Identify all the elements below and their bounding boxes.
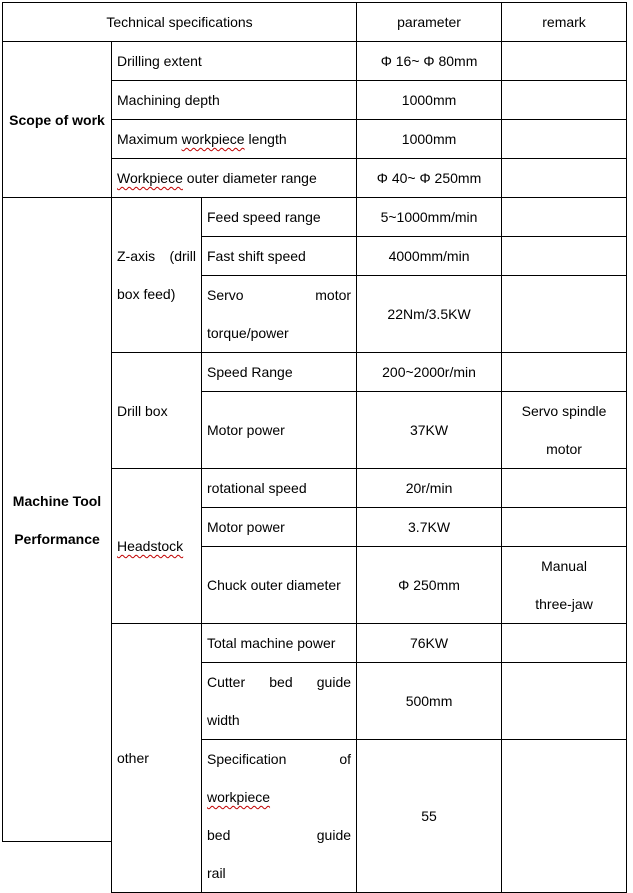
remark-line: Servo spindle	[521, 403, 607, 419]
spec-label: Chuck outer diameter	[202, 547, 357, 624]
subgroup-other: other	[112, 624, 202, 893]
label-part: outer diameter range	[182, 170, 317, 186]
spellcheck-word: workpiece	[181, 131, 245, 147]
spec-label: Machining depth	[112, 81, 357, 120]
spec-remark	[502, 159, 627, 198]
spec-value: 200~2000r/min	[357, 353, 502, 392]
group-machine-tool-performance	[3, 198, 112, 842]
subgroup-zaxis	[112, 198, 202, 353]
spellcheck-word: Headstock	[117, 538, 184, 554]
spellcheck-word: Workpiece	[117, 170, 183, 186]
spec-label: Fast shift speed	[202, 237, 357, 276]
table-row	[3, 42, 627, 81]
remark-line: Manual	[541, 558, 587, 574]
spec-remark	[502, 353, 627, 392]
spec-label	[202, 663, 357, 740]
label-line: Specification of	[207, 751, 352, 767]
header-row	[3, 3, 627, 42]
spec-value: 22Nm/3.5KW	[357, 276, 502, 353]
spec-value: 76KW	[357, 624, 502, 663]
label-part: bed guide	[207, 827, 352, 843]
spec-label: Feed speed range	[202, 198, 357, 237]
spec-value: Φ 40~ Φ 250mm	[357, 159, 502, 198]
spec-value: 55	[357, 740, 502, 893]
table-row	[3, 198, 627, 237]
spec-label: Speed Range	[202, 353, 357, 392]
label-part: length	[244, 131, 287, 147]
spec-label	[112, 120, 357, 159]
label-line: width	[207, 712, 240, 728]
header-spec: Technical specifications	[3, 3, 357, 42]
subgroup-drill-box: Drill box	[112, 353, 202, 469]
label-line: Servo motor	[207, 287, 352, 303]
technical-spec-table	[2, 2, 627, 893]
header-remark: remark	[502, 3, 627, 42]
spec-remark	[502, 508, 627, 547]
spec-label	[112, 159, 357, 198]
spec-value: 3.7KW	[357, 508, 502, 547]
spec-remark	[502, 624, 627, 663]
spec-remark	[502, 469, 627, 508]
spellcheck-word: workpiece	[207, 789, 271, 805]
spec-remark	[502, 237, 627, 276]
label-line: Cutter bed guide	[207, 674, 352, 690]
spec-label: Motor power	[202, 508, 357, 547]
spec-value: 1000mm	[357, 120, 502, 159]
spec-label: rotational speed	[202, 469, 357, 508]
remark-line: three-jaw	[535, 596, 593, 612]
spec-label: Motor power	[202, 392, 357, 469]
label-line: torque/power	[207, 325, 289, 341]
spec-value: 4000mm/min	[357, 237, 502, 276]
spec-remark	[502, 81, 627, 120]
remark-line: motor	[546, 441, 582, 457]
spec-value: Φ 16~ Φ 80mm	[357, 42, 502, 81]
spec-remark	[502, 276, 627, 353]
spec-table-container	[2, 2, 627, 893]
spec-remark	[502, 42, 627, 81]
spec-value: Φ 250mm	[357, 547, 502, 624]
header-parameter: parameter	[357, 3, 502, 42]
subgroup-label-line: box feed)	[117, 286, 176, 302]
label-part: Maximum	[117, 131, 182, 147]
spec-remark	[502, 547, 627, 624]
label-line	[207, 778, 351, 854]
spec-value: 20r/min	[357, 469, 502, 508]
spec-value: 37KW	[357, 392, 502, 469]
group-label-line: Performance	[14, 530, 100, 547]
spec-label: Total machine power	[202, 624, 357, 663]
spec-label	[202, 276, 357, 353]
spec-value: 500mm	[357, 663, 502, 740]
group-label-line: Machine Tool	[12, 492, 102, 509]
group-scope-of-work: Scope of work	[3, 42, 112, 198]
spec-label	[202, 740, 357, 893]
spec-remark	[502, 198, 627, 237]
subgroup-headstock	[112, 469, 202, 624]
subgroup-label-line: Z-axis (drill	[117, 248, 196, 264]
spec-value: 1000mm	[357, 81, 502, 120]
spec-remark	[502, 120, 627, 159]
spec-value: 5~1000mm/min	[357, 198, 502, 237]
spec-remark	[502, 663, 627, 740]
spec-remark	[502, 392, 627, 469]
spec-label: Drilling extent	[112, 42, 357, 81]
spec-remark	[502, 740, 627, 893]
label-line: rail	[207, 865, 226, 881]
